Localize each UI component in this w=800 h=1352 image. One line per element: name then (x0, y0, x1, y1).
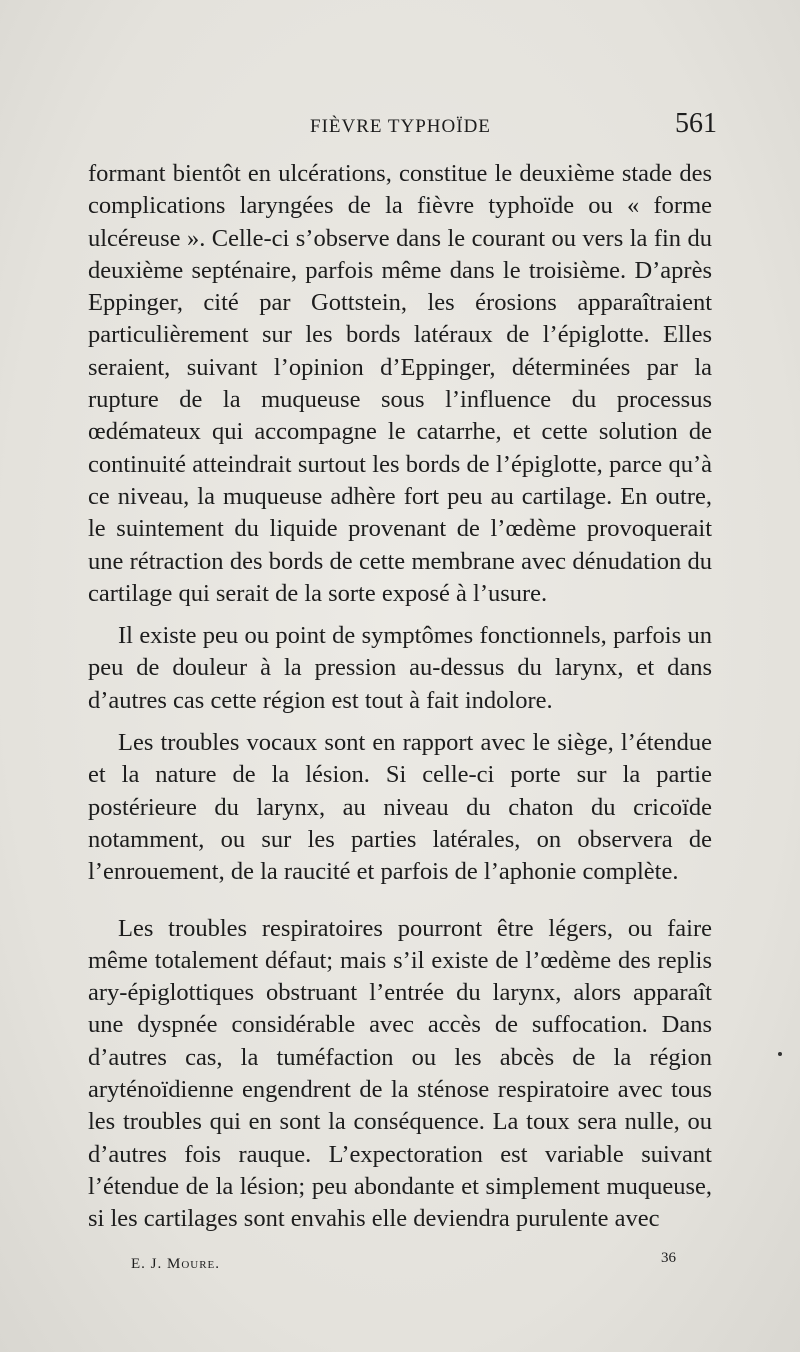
ink-speck (778, 1052, 782, 1056)
body-text (88, 158, 712, 1236)
printer-signature: E. J. Moure. (131, 1256, 221, 1272)
paragraph-symptoms: Il existe peu ou point de symptômes fonctionnels, parfois un peu de douleur à la pression au-dessus du larynx, et dans d’autres cas cette région est tout à fait indolore. (88, 622, 712, 714)
page-number: 561 (675, 108, 717, 139)
running-head (0, 108, 800, 148)
paragraph-vocal-troubles: Les troubles vocaux sont en rapport avec le siège, l’étendue et la nature de la lésion. Si celle-ci porte sur la partie postérieure du larynx, au niveau du chaton du cricoïde notamment, ou sur les parties latérales, on observera de l’enrouement, de la raucité et parfois de l’aphonie complète. (88, 729, 712, 886)
page-footer (0, 1250, 800, 1280)
paragraph-respiratory-troubles: Les troubles respiratoires pourront être légers, ou faire même totalement défaut; mais s’il existe de l’œdème des replis ary-épiglottiques obstruant l’entrée du larynx, alors apparaît une dyspnée considérable avec accès de suffocation. Dans d’autres cas, la tuméfaction ou les abcès de la région aryténoïdienne engendrent de la sténose respiratoire avec tous les troubles qui en sont la conséquence. La toux sera nulle, ou d’autres fois rauque. L’expectoration est variable suivant l’étendue de la lésion; peu abondante et simplement muqueuse, si les cartilages sont envahis elle deviendra purulente avec (88, 914, 712, 1233)
paragraph-continued: formant bientôt en ulcérations, constitue le deuxième stade des complications laryngées de la fièvre typhoïde ou « forme ulcéreuse ». Celle-ci s’observe dans le courant ou vers la fin du deuxième septénaire, parfois même dans le troisième. D’après Eppinger, cité par Gottstein, les érosions apparaîtraient particulièrement sur les bords latéraux de l’épiglotte. Elles seraient, suivant l’opinion d’Eppinger, déterminées par la rupture de la muqueuse sous l’influence du processus œdémateux qui accompagne le catarrhe, et cette solution de continuité atteindrait surtout les bords de l’épiglotte, parce qu’à ce niveau, la muqueuse adhère fort peu au cartilage. En outre, le suintement du liquide provenant de l’œdème provoquerait une rétraction des bords de cette membrane avec dénudation du cartilage qui serait de la sorte exposé à l’usure. (88, 160, 712, 607)
sheet-number: 36 (661, 1250, 676, 1266)
running-title: FIÈVRE TYPHOÏDE (310, 116, 491, 137)
